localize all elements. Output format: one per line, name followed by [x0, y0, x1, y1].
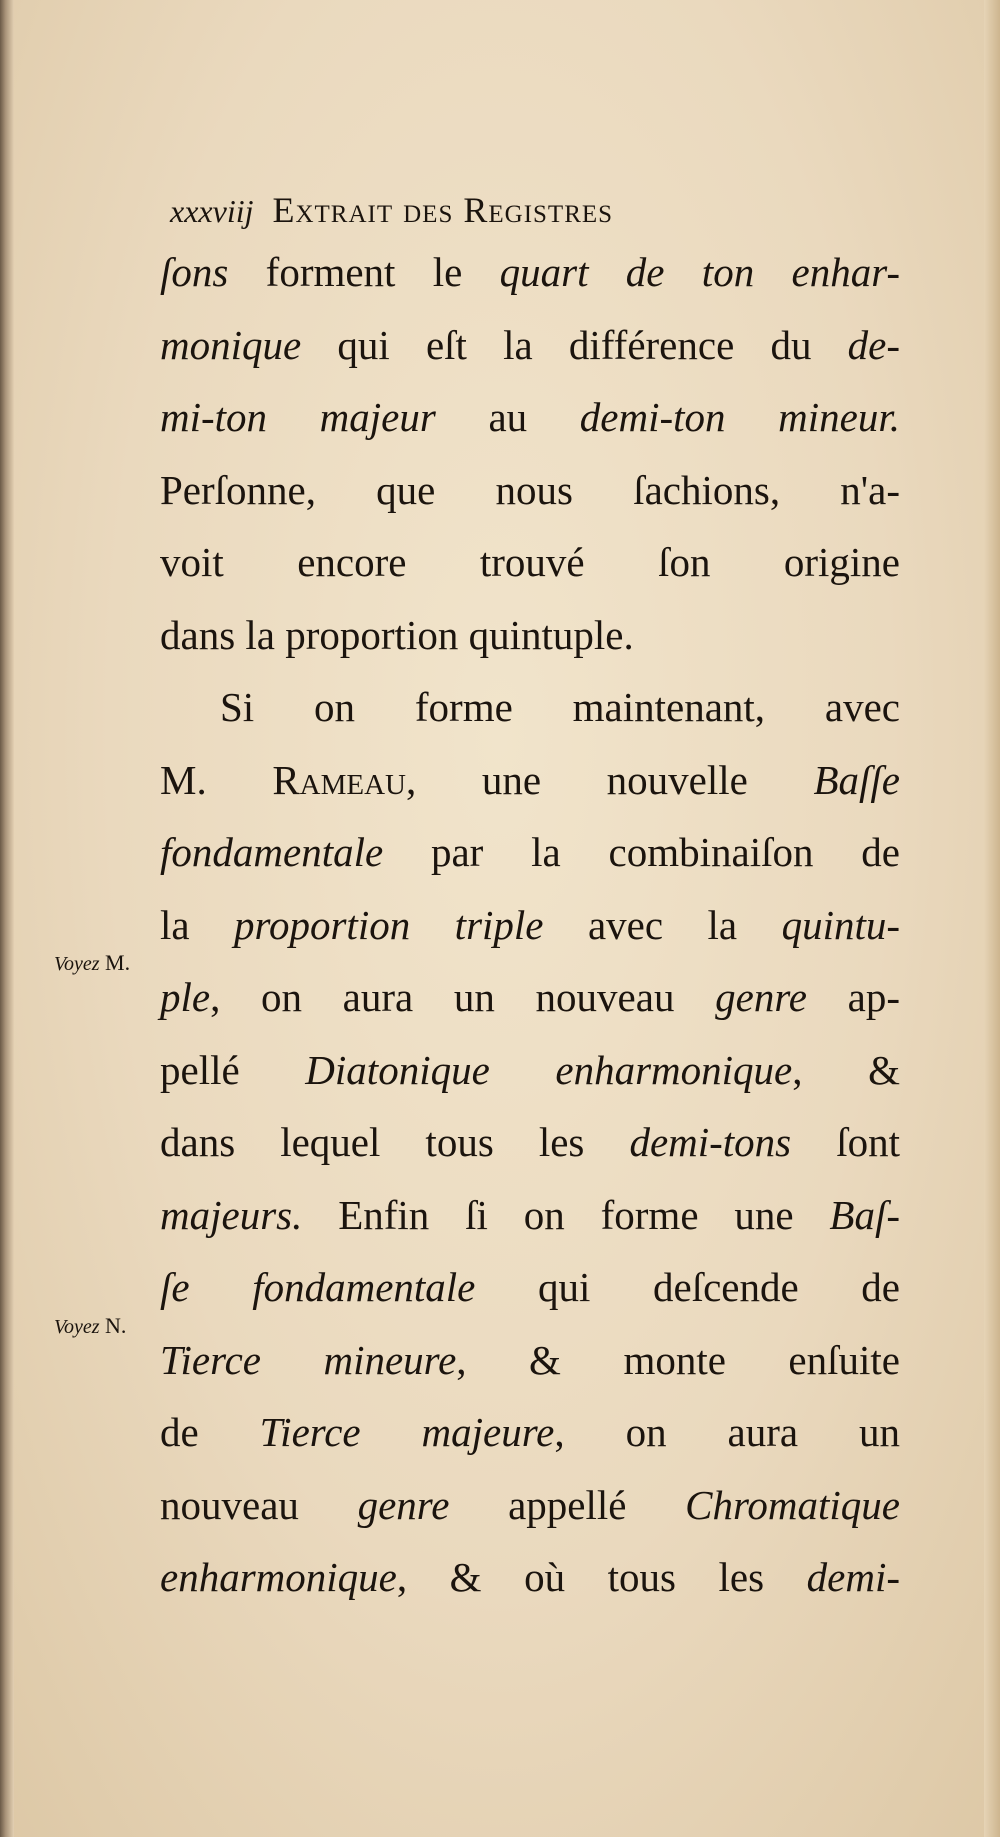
page-edge [984, 0, 1000, 1837]
text-span: voit encore trouvé ſon origine [160, 539, 900, 585]
text-span: qui deſcende de [475, 1264, 900, 1310]
text-span: nouveau [160, 1481, 358, 1528]
text-line [160, 454, 900, 527]
italic-text: proportion triple [234, 901, 544, 948]
text-span: avec la [543, 901, 782, 948]
text-line [160, 671, 900, 744]
italic-text: demi-ton mineur. [579, 394, 901, 440]
text-span: M. [160, 756, 273, 803]
text-line [160, 309, 900, 382]
margin-note-voyez-n [54, 1311, 158, 1342]
text-span: la [160, 901, 235, 948]
text-line [160, 744, 900, 817]
text-line [160, 961, 900, 1034]
text-line [160, 1251, 900, 1324]
text-line [160, 1396, 900, 1469]
page-spine-shadow [0, 0, 14, 1837]
text-span: , une nouvelle [406, 756, 814, 803]
italic-text: demi-tons [629, 1119, 792, 1165]
text-span: Perſonne, que nous ſachions, n'a- [160, 466, 900, 513]
italic-text: majeurs. [160, 1191, 303, 1238]
margin-note-ref: N. [105, 1313, 127, 1338]
text-span: , on aura un [554, 1409, 900, 1455]
text-span: de [160, 1409, 260, 1455]
folio-number: xxxviij [170, 193, 254, 229]
text-line [160, 889, 900, 962]
margin-note-label: Voyez [54, 1316, 100, 1338]
text-span: Si on forme maintenant, avec [220, 684, 900, 730]
italic-text: Tierce majeure [259, 1409, 555, 1455]
italic-text: Baſſe [813, 756, 900, 803]
italic-text: ſons [160, 249, 229, 295]
italic-text: ſe fondamentale [160, 1264, 476, 1310]
text-span: , & monte enſuite [456, 1336, 900, 1383]
italic-text: genre [715, 974, 807, 1020]
italic-text: enharmonique [160, 1554, 397, 1600]
text-line [160, 381, 900, 454]
running-title: Extrait des Registres [272, 190, 614, 230]
text-line [160, 1541, 900, 1614]
text-span: , on aura un nouveau [210, 974, 716, 1020]
text-line [160, 526, 900, 599]
text-span: dans la proportion quintuple. [160, 611, 634, 658]
text-span: ap- [806, 974, 900, 1020]
text-line [160, 1106, 900, 1179]
text-line [160, 1324, 900, 1397]
text-line [160, 816, 900, 889]
italic-text: de- [847, 321, 900, 368]
text-line [160, 1469, 900, 1542]
italic-text: Tierce mineure [160, 1336, 457, 1383]
italic-text: ple [160, 974, 211, 1020]
body-text [160, 236, 900, 1614]
italic-text: quart de ton enhar- [499, 249, 900, 295]
small-caps-text: Rameau [272, 756, 406, 803]
text-span: au [435, 394, 580, 440]
page-header [170, 180, 890, 240]
text-span: qui eſt la différence du [301, 321, 848, 368]
text-line [160, 1034, 900, 1107]
italic-text: Diatonique enharmonique [305, 1046, 793, 1093]
text-span: forment le [228, 249, 500, 295]
text-span: , & [792, 1046, 900, 1093]
text-span: , & où tous les [396, 1554, 807, 1600]
text-span: ſont [791, 1119, 900, 1165]
text-span: par la combinaiſon de [383, 829, 900, 875]
text-line [160, 599, 900, 672]
text-span: pellé [160, 1046, 306, 1093]
italic-text: mi-ton majeur [160, 394, 436, 440]
text-span: dans lequel tous les [160, 1119, 630, 1165]
margin-note-ref: M. [105, 950, 131, 975]
text-line [160, 236, 900, 309]
italic-text: genre [357, 1481, 450, 1528]
italic-text: Chromatique [685, 1481, 900, 1528]
italic-text: demi- [806, 1554, 900, 1600]
margin-note-voyez-m [54, 948, 158, 979]
text-line [160, 1179, 900, 1252]
margin-note-label: Voyez [54, 953, 100, 975]
italic-text: Baſ- [829, 1191, 900, 1238]
text-span: Enfin ſi on forme une [302, 1191, 830, 1238]
italic-text: monique [160, 321, 302, 368]
text-span: appellé [449, 1481, 686, 1528]
italic-text: fondamentale [160, 829, 384, 875]
italic-text: quintu- [781, 901, 901, 948]
